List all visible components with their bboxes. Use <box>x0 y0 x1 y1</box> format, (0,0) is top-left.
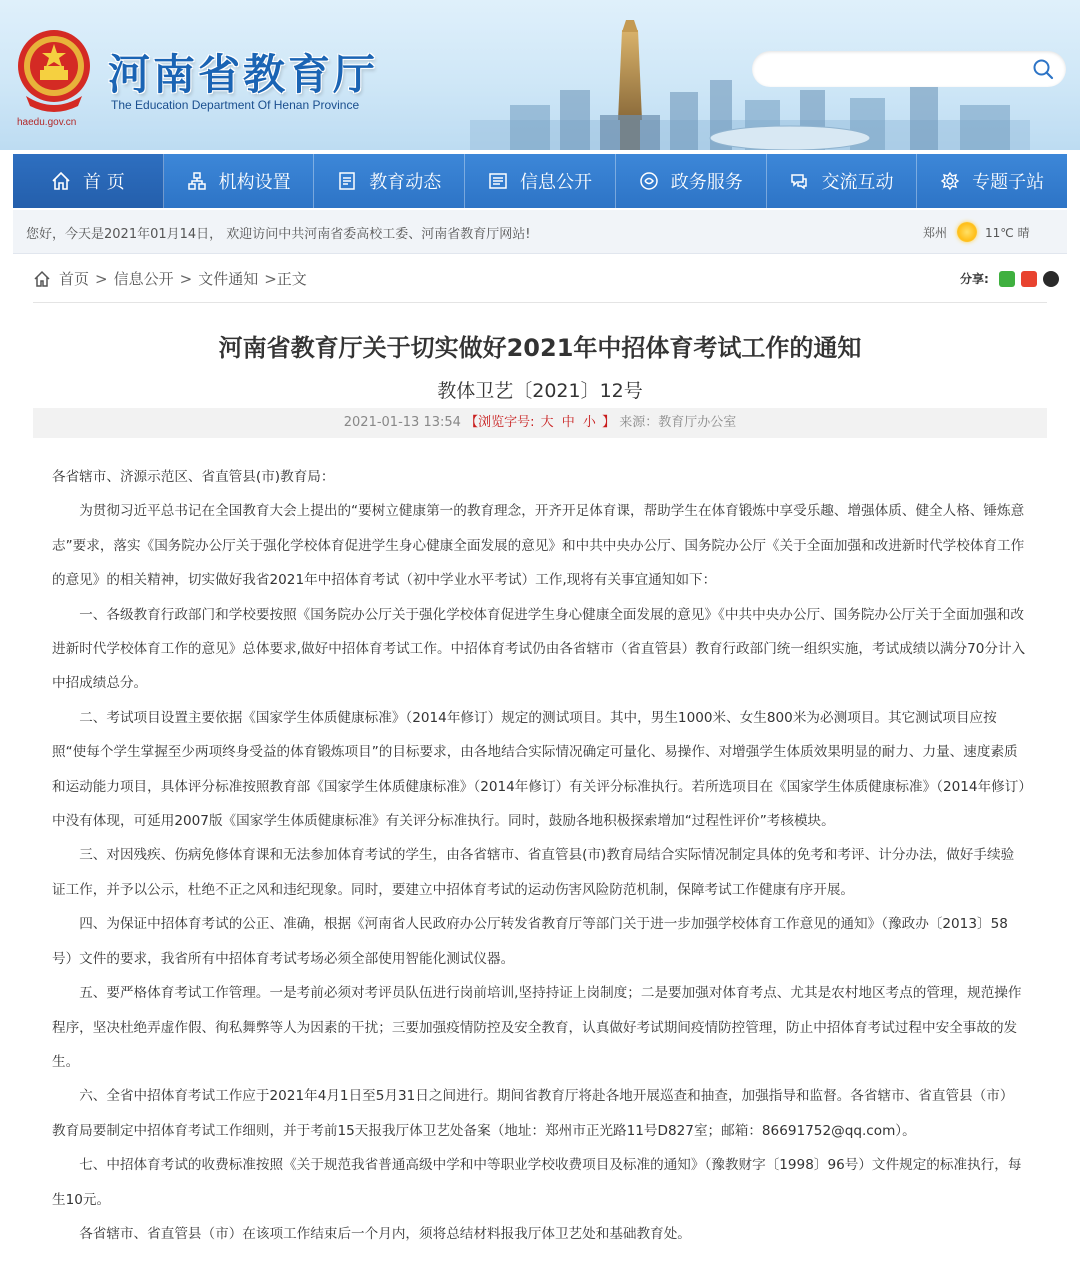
article-meta <box>33 408 1047 438</box>
article-paragraph: 各省辖市、省直管县（市）在该项工作结束后一个月内，须将总结材料报我厅体卫艺处和基础教育处。 <box>79 1225 691 1242</box>
article-source: 来源：教育厅办公室 <box>619 415 737 430</box>
article-paragraph: 为贯彻习近平总书记在全国教育大会上提出的“要树立健康第一的教育理念，开齐开足体育课，帮助学生在体育锻炼中享受乐趣、增强体质、健全人格、锤炼意志”要求，落实《国务院办公厅关于强化学校体育促进学生身心健康全面发展的意见》和中共中央办公厅、国务院办公厅《关于全面加强和改进新时代学校体育工作的意见》的相关精神，切实做好我省2021年中招体育考试（初中学业水平考试）工作,现将有关事宜通知如下： <box>52 503 1025 589</box>
nav-item-special-sites[interactable] <box>917 154 1067 208</box>
font-size-small-button[interactable]: 小 <box>582 415 596 430</box>
article-paragraph: 四、为保证中招体育考试的公正、准确，根据《河南省人民政府办公厅转发省教育厅等部门关于进一步加强学校体育工作意见的通知》（豫政办〔2013〕58号）文件的要求，我省所有中招体育考试考场必须全部使用智能化测试仪器。 <box>52 916 1008 967</box>
font-size-prefix: 【浏览字号: <box>465 415 535 430</box>
share-bar <box>960 270 1059 287</box>
weather-city: 郑州 <box>923 225 948 240</box>
publish-date: 2021-01-13 13:54 <box>343 415 461 430</box>
home-icon <box>51 171 71 191</box>
breadcrumb <box>33 268 307 289</box>
nav-item-label: 交流互动 <box>821 172 894 193</box>
weibo-share-icon[interactable] <box>1021 271 1037 287</box>
site-title[interactable]: 河南省教育厅 <box>108 50 379 99</box>
weather-temperature: 11℃ 晴 <box>985 225 1030 240</box>
nav-item-home[interactable] <box>13 154 164 208</box>
nav-item-label: 政务服务 <box>670 172 743 193</box>
qq-share-icon[interactable] <box>1043 271 1059 287</box>
article-body <box>52 460 1027 1251</box>
search-box <box>752 51 1066 87</box>
document-number: 教体卫艺〔2021〕12号 <box>437 380 643 402</box>
font-size-suffix: 】 <box>602 415 616 430</box>
chat-icon <box>789 171 809 191</box>
breadcrumb-separator: > <box>179 269 193 288</box>
article-paragraph: 三、对因残疾、伤病免修体育课和无法参加体育考试的学生，由各省辖市、省直管县(市)教育局结合实际情况制定具体的免考和考评、计分办法，做好手续验证工作，并予以公示，杜绝不正之风和违纪现象。同时，要建立中招体育考试的运动伤害风险防范机制，保障考试工作健康有序开展。 <box>52 847 1015 898</box>
site-url: haedu.gov.cn <box>17 117 77 128</box>
home-icon[interactable] <box>33 270 51 288</box>
breadcrumb-home[interactable]: 首页 <box>59 270 90 288</box>
nav-item-label: 机构设置 <box>218 172 291 193</box>
font-size-large-button[interactable]: 大 <box>540 415 554 430</box>
nav-item-government-service[interactable] <box>616 154 767 208</box>
share-label: 分享: <box>960 272 989 286</box>
nav-item-organization[interactable] <box>164 154 315 208</box>
article-paragraph: 各省辖市、济源示范区、省直管县(市)教育局： <box>52 469 335 485</box>
welcome-bar <box>13 210 1067 254</box>
nav-item-interaction[interactable] <box>767 154 918 208</box>
font-size-medium-button[interactable]: 中 <box>561 415 575 430</box>
news-icon <box>337 171 357 191</box>
nav-item-label: 信息公开 <box>520 172 593 193</box>
site-header <box>0 0 1080 150</box>
weather-widget <box>923 222 1030 242</box>
welcome-text: 您好，今天是2021年01月14日， 欢迎访问中共河南省委高校工委、河南省教育厅网站! <box>26 227 531 242</box>
national-emblem-icon <box>14 26 94 116</box>
nav-item-news[interactable] <box>314 154 465 208</box>
nav-item-label: 首 页 <box>82 172 125 193</box>
breadcrumb-current: 正文 <box>276 270 307 288</box>
nav-item-label: 教育动态 <box>369 172 442 193</box>
wechat-share-icon[interactable] <box>999 271 1015 287</box>
article-paragraph: 一、各级教育行政部门和学校要按照《国务院办公厅关于强化学校体育促进学生身心健康全面发展的意见》《中共中央办公厅、国务院办公厅关于全面加强和改进新时代学校体育工作的意见》总体要求,做好中招体育考试工作。中招体育考试仍由各省辖市（省直管县）教育行政部门统一组织实施，考试成绩以满分70分计入中招成绩总分。 <box>52 606 1026 692</box>
info-icon <box>488 171 508 191</box>
nav-item-info-disclosure[interactable] <box>465 154 616 208</box>
breadcrumb-separator: > <box>95 269 108 288</box>
search-icon[interactable] <box>1032 58 1054 80</box>
article-paragraph: 五、要严格体育考试工作管理。一是考前必须对考评员队伍进行岗前培训,坚持持证上岗制度；二是要加强对体育考点、尤其是农村地区考点的管理，规范操作程序，坚决杜绝弄虚作假、徇私舞弊等人为因素的干扰；三要加强疫情防控及安全教育，认真做好考试期间疫情防控管理，防止中招体育考试过程中安全事故的发生。 <box>52 985 1022 1070</box>
service-icon <box>639 171 659 191</box>
article-paragraph: 七、中招体育考试的收费标准按照《关于规范我省普通高级中学和中等职业学校收费项目及标准的通知》（豫教财字〔1998〕96号）文件规定的标准执行，每生10元。 <box>52 1157 1022 1208</box>
sun-icon <box>957 222 977 242</box>
breadcrumb-file-notice[interactable]: 文件通知 <box>198 270 259 288</box>
article-paragraph: 二、考试项目设置主要依据《国家学生体质健康标准》（2014年修订）规定的测试项目。其中，男生1000米、女生800米为必测项目。其它测试项目应按照“使每个学生掌握至少两项终身受益的体育锻炼项目”的目标要求，由各地结合实际情况确定可量化、易操作、对增强学生体质效果明显的耐力、力量、速度素质和运动能力项目，具体评分标准按照教育部《国家学生体质健康标准》（2014年修订）有关评分标准执行。若所选项目在《国家学生体质健康标准》（2014年修订）中没有体现，可延用2007版《国家学生体质健康标准》有关评分标准执行。同时，鼓励各地积极探索增加“过程性评价”考核模块。 <box>52 709 1026 830</box>
main-navigation <box>13 154 1067 208</box>
article-paragraph: 六、全省中招体育考试工作应于2021年4月1日至5月31日之间进行。期间省教育厅将赴各地开展巡查和抽查，加强指导和监督。各省辖市、省直管县（市）教育局要制定中招体育考试工作细则，并于考前15天报我厅体卫艺处备案（地址：郑州市正光路11号D827室；邮箱：86691752@qq.com）。 <box>52 1088 1014 1139</box>
search-input[interactable] <box>766 57 1016 81</box>
gear-icon <box>940 171 960 191</box>
divider <box>33 302 1047 303</box>
site-subtitle: The Education Department Of Henan Province <box>111 98 360 112</box>
org-chart-icon <box>187 171 207 191</box>
breadcrumb-info-disclosure[interactable]: 信息公开 <box>113 270 174 288</box>
article-title: 河南省教育厅关于切实做好2021年中招体育考试工作的通知 <box>218 334 862 362</box>
nav-item-label: 专题子站 <box>972 172 1045 193</box>
breadcrumb-separator: > <box>264 269 277 288</box>
